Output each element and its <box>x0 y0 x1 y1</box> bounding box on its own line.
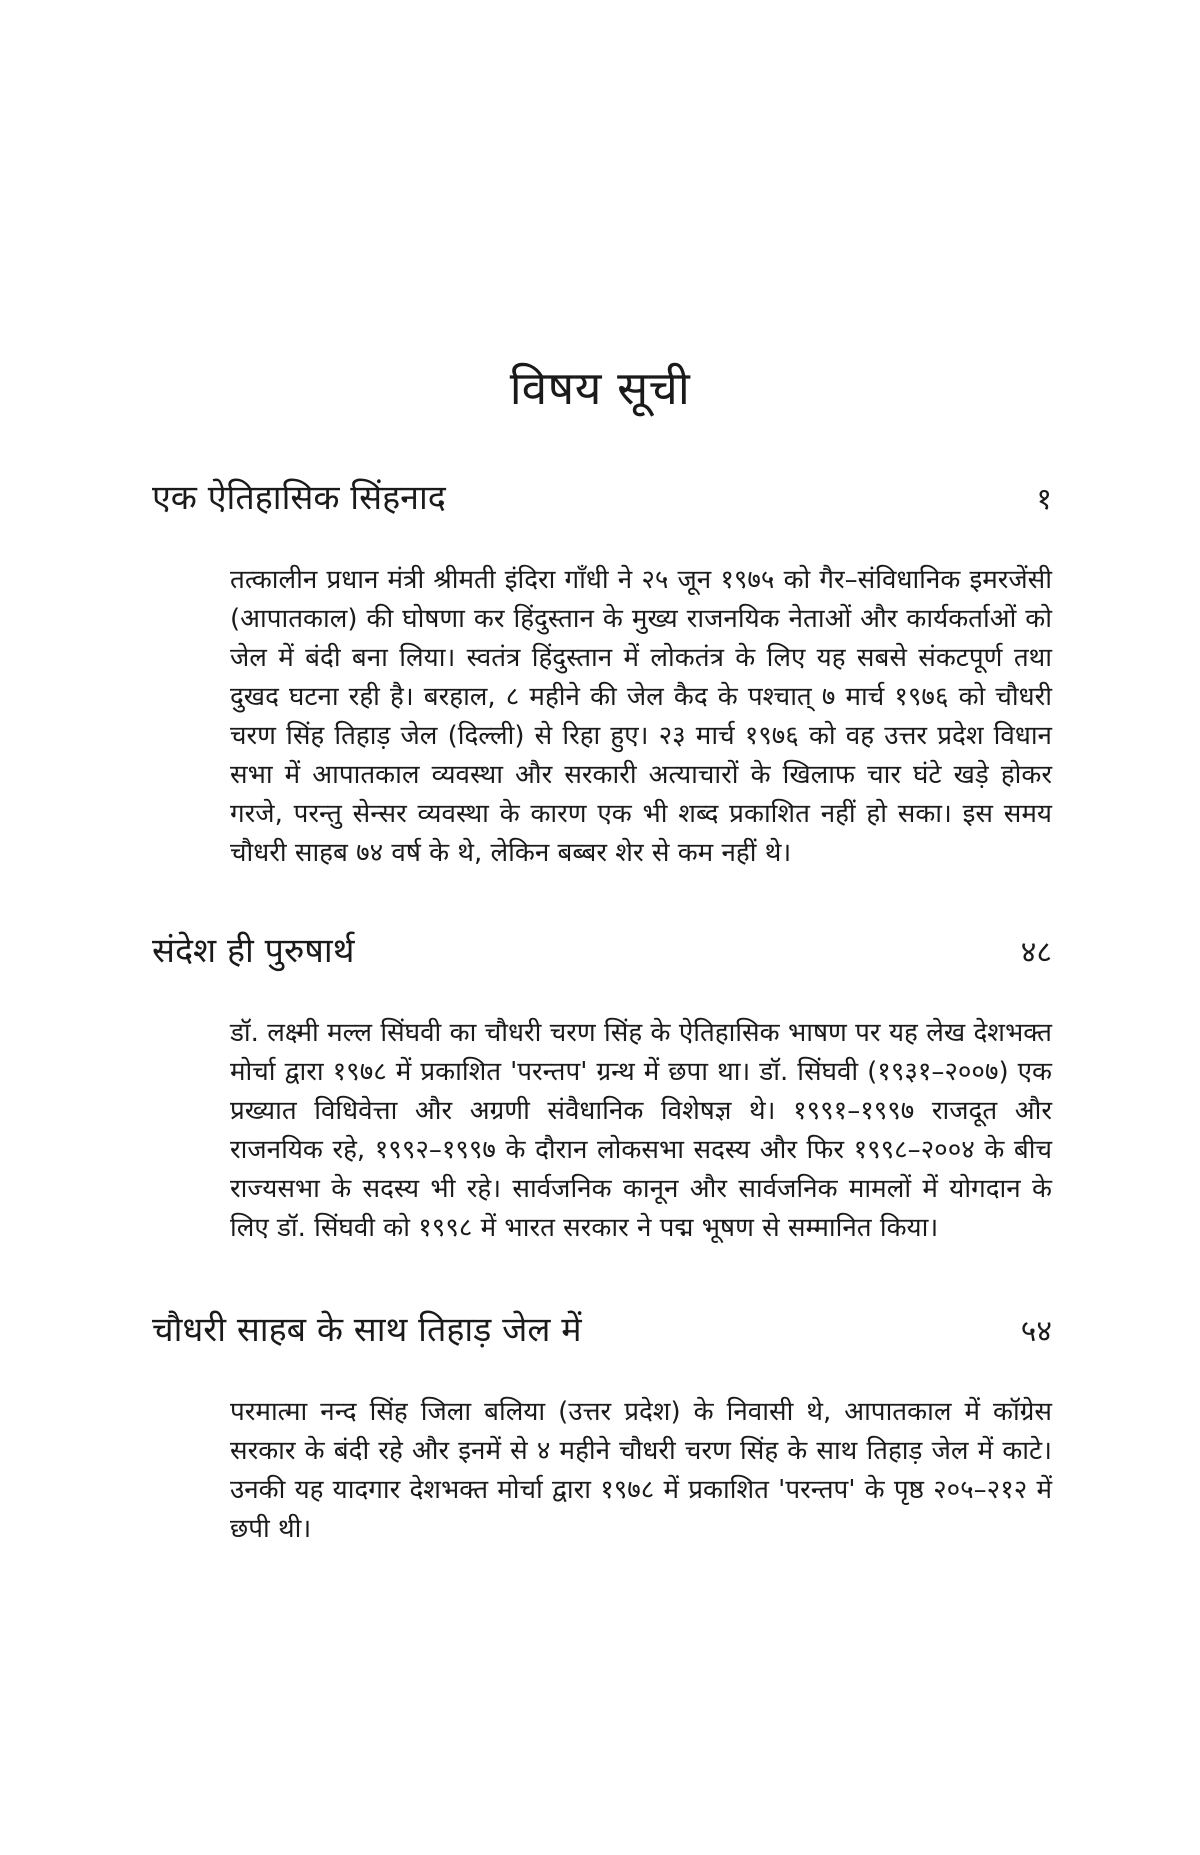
toc-entry-header <box>152 473 1052 529</box>
toc-entry-page-number: १ <box>1036 482 1052 517</box>
toc-entry-summary: परमात्मा नन्द सिंह जिला बलिया (उत्तर प्रदेश) के निवासी थे, आपातकाल में कॉग्रेस सरकार के बंदी रहे और इनमें से ४ महीने चौधरी चरण सिंह के साथ तिहाड़ जेल में काटे। उनकी यह यादगार देशभक्त मोर्चा द्वारा १९७८ में प्रकाशित 'परन्तप' के पृष्ठ २०५–२१२ में छपी थी। <box>230 1397 1052 1544</box>
toc-entry-title: संदेश ही पुरुषार्थ <box>152 931 355 971</box>
toc-entry-title: चौधरी साहब के साथ तिहाड़ जेल में <box>152 1310 582 1350</box>
toc-entry-page-number: ५४ <box>1020 1314 1052 1349</box>
toc-entry-header <box>152 926 1052 982</box>
toc-entry-summary: डॉ. लक्ष्मी मल्ल सिंघवी का चौधरी चरण सिंह के ऐतिहासिक भाषण पर यह लेख देशभक्त मोर्चा द्वारा १९७८ में प्रकाशित 'परन्तप' ग्रन्थ में छपा था। डॉ. सिंघवी (१९३१–२००७) एक प्रख्यात विधिवेत्ता और अग्रणी संवैधानिक विशेषज्ञ थे। १९९१–१९९७ राजदूत और राजनयिक रहे, १९९२–१९९७ के दौरान लोकसभा सदस्य और फिर १९९८–२००४ के बीच राज्यसभा के सदस्य भी रहे। सार्वजनिक कानून और सार्वजनिक मामलों में योगदान के लिए डॉ. सिंघवी को १९९८ में भारत सरकार ने पद्म भूषण से सम्मानित किया। <box>230 1018 1052 1243</box>
toc-entry-summary: तत्कालीन प्रधान मंत्री श्रीमती इंदिरा गाँधी ने २५ जून १९७५ को गैर–संविधानिक इमरजेंसी (आपातकाल) की घोषणा कर हिंदुस्तान के मुख्य राजनयिक नेताओं और कार्यकर्ताओं को जेल में बंदी बना लिया। स्वतंत्र हिंदुस्तान में लोकतंत्र के लिए यह सबसे संकटपूर्ण तथा दुखद घटना रही है। बरहाल, ८ महीने की जेल कैद के पश्चात् ७ मार्च १९७६ को चौधरी चरण सिंह तिहाड़ जेल (दिल्ली) से रिहा हुए। २३ मार्च १९७६ को वह उत्तर प्रदेश विधान सभा में आपातकाल व्यवस्था और सरकारी अत्याचारों के खिलाफ चार घंटे खड़े होकर गरजे, परन्तु सेन्सर व्यवस्था के कारण एक भी शब्द प्रकाशित नहीं हो सका। इस समय चौधरी साहब ७४ वर्ष के थे, लेकिन बब्बर शेर से कम नहीं थे। <box>230 565 1052 868</box>
toc-entry-title: एक ऐतिहासिक सिंहनाद <box>152 478 446 518</box>
toc-entry <box>152 1305 1052 1549</box>
toc-entry <box>152 473 1052 873</box>
toc-entry-header <box>152 1305 1052 1361</box>
page-title: विषय सूची <box>509 360 691 415</box>
toc-entry-page-number: ४८ <box>1020 935 1052 970</box>
toc-entry <box>152 926 1052 1248</box>
